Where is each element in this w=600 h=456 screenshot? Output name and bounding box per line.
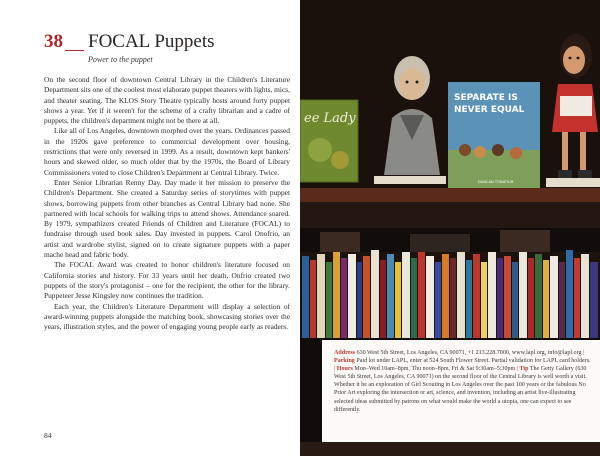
entry-title: FOCAL Puppets <box>88 31 215 52</box>
paragraph: Each year, the Children's Literature Department will display a selection of award-winning puppets alongside the matching book, showcasing stories over the years, illustration styles, and the power of engaging young people early as readers. <box>44 301 290 332</box>
book-left-title: ee Lady <box>304 111 356 126</box>
right-page-photo <box>300 0 600 456</box>
bookshelf-spines <box>300 228 600 338</box>
book-author: DUNCAN TONATIUH <box>478 180 514 184</box>
tip-text: The Getty Gallery (630 West 5th Street, Los Angeles, CA 90071) on the second floor of the Central Library is well worth a visit. Whether it be an exploration of Girl Scouting in Los Angeles over the past 100 years or the fabulous No Prior Art exploring the intersection or art, science, and invention, including an artist live-illustrating selected ideas submitted by patrons on what would make the world a utopia, one can expect to see differently. <box>334 366 587 413</box>
page-number: 84 <box>44 431 52 440</box>
paragraph: Enter Senior Librarian Renny Day. Day made it her mission to preserve the Children's Department. She created a Saturday series of storytimes with puppet shows, borrowing puppets from other branches as Central Library had none. She partnered with local schools for walking trips to attend shows. Attendance soared. By 1979, sympathizers created Friends of Children and Literature (FOCAL) to fundraise through used book sales. Day invested in puppets. Carol Onofrio, an artist and wardrobe stylist, signed on to create signature puppets with a paper mache head and fabric body. <box>44 177 290 260</box>
hours-text: Mon–Wed 10am–8pm, Thu noon–8pm, Fri & Sat 9:30am–5:30pm <box>354 366 516 373</box>
book-title-line1: SEPARATE IS <box>454 93 518 103</box>
entry-subtitle: Power to the puppet <box>88 55 153 64</box>
number-underline <box>65 50 84 51</box>
parking-text: Paid lot under LAPL, enter at 524 South Flower Street. Partial validation for LAPL card holders. <box>356 358 591 365</box>
parking-label: Parking <box>334 358 355 365</box>
tip-label: Tip <box>519 366 529 373</box>
book-title-line2: NEVER EQUAL <box>454 105 525 115</box>
visitor-info-box: Address 630 West 5th Street, Los Angeles, CA 90071, +1 213.228.7000, www.lapl.org, info@lapl.org | Parking Paid lot under LAPL, enter at 524 South Flower Street. Partial validation for LAPL card holders. | Hours Mon–Wed 10am–8pm, Thu noon–8pm, Fri & Sat 9:30am–5:30pm | Tip The Getty Gallery (630 West 5th Street, Los Angeles, CA 90071) on the second floor of the Central Library is well worth a visit. Whether it be an exploration of Girl Scouting in Los Angeles over the past 100 years or the fabulous No Prior Art exploring the intersection or art, science, and invention, including an artist live-illustrating selected ideas submitted by patrons on what would make the world a utopia, one can expect to see differently. <box>322 340 600 442</box>
address-text: 630 West 5th Street, Los Angeles, CA 90071, +1 213.228.7000, www.lapl.org, info@lapl.org <box>356 350 582 356</box>
book-left <box>300 100 358 182</box>
book-separate-never-equal <box>448 82 540 188</box>
article-body <box>44 75 290 332</box>
bottom-shelf-strip <box>300 442 600 456</box>
shelf-edge <box>300 188 600 202</box>
entry-number: 38 <box>44 31 63 52</box>
entry-heading <box>44 31 294 55</box>
shelf-shadow <box>300 202 600 232</box>
paragraph: Like all of Los Angeles, downtown morphed over the years. Ordinances passed in the 1920s gave preference to commercial development over housing, restrictions that were only reversed in 1999. As a result, downtown kept bankers' hours and skewed older, so much older that by the 1970s, the Board of Library Commissioners voted to close Children's Department at Central Library. Twice. <box>44 126 290 177</box>
hours-label: Hours <box>336 366 353 373</box>
paragraph: On the second floor of downtown Central Library in the Children's Literature Department sits one of the coolest most elaborate puppet theaters with lights, mics, and theater seating. The KLOS Story Theatre typically hosts around forty puppet shows a year. Yet if it weren't for the scheme of a crafty librarian and a cadre of puppets, the children's department might not be there at all. <box>44 75 290 126</box>
address-label: Address <box>334 350 356 356</box>
paragraph: The FOCAL Award was created to honor children's literature focused on California stories and history. For 33 years until her death, Onfrio created two puppets of the story's protagonist – one for the recipient, the other for the library. Puppeteer Jesse Kingsley now continues the tradition. <box>44 260 290 301</box>
